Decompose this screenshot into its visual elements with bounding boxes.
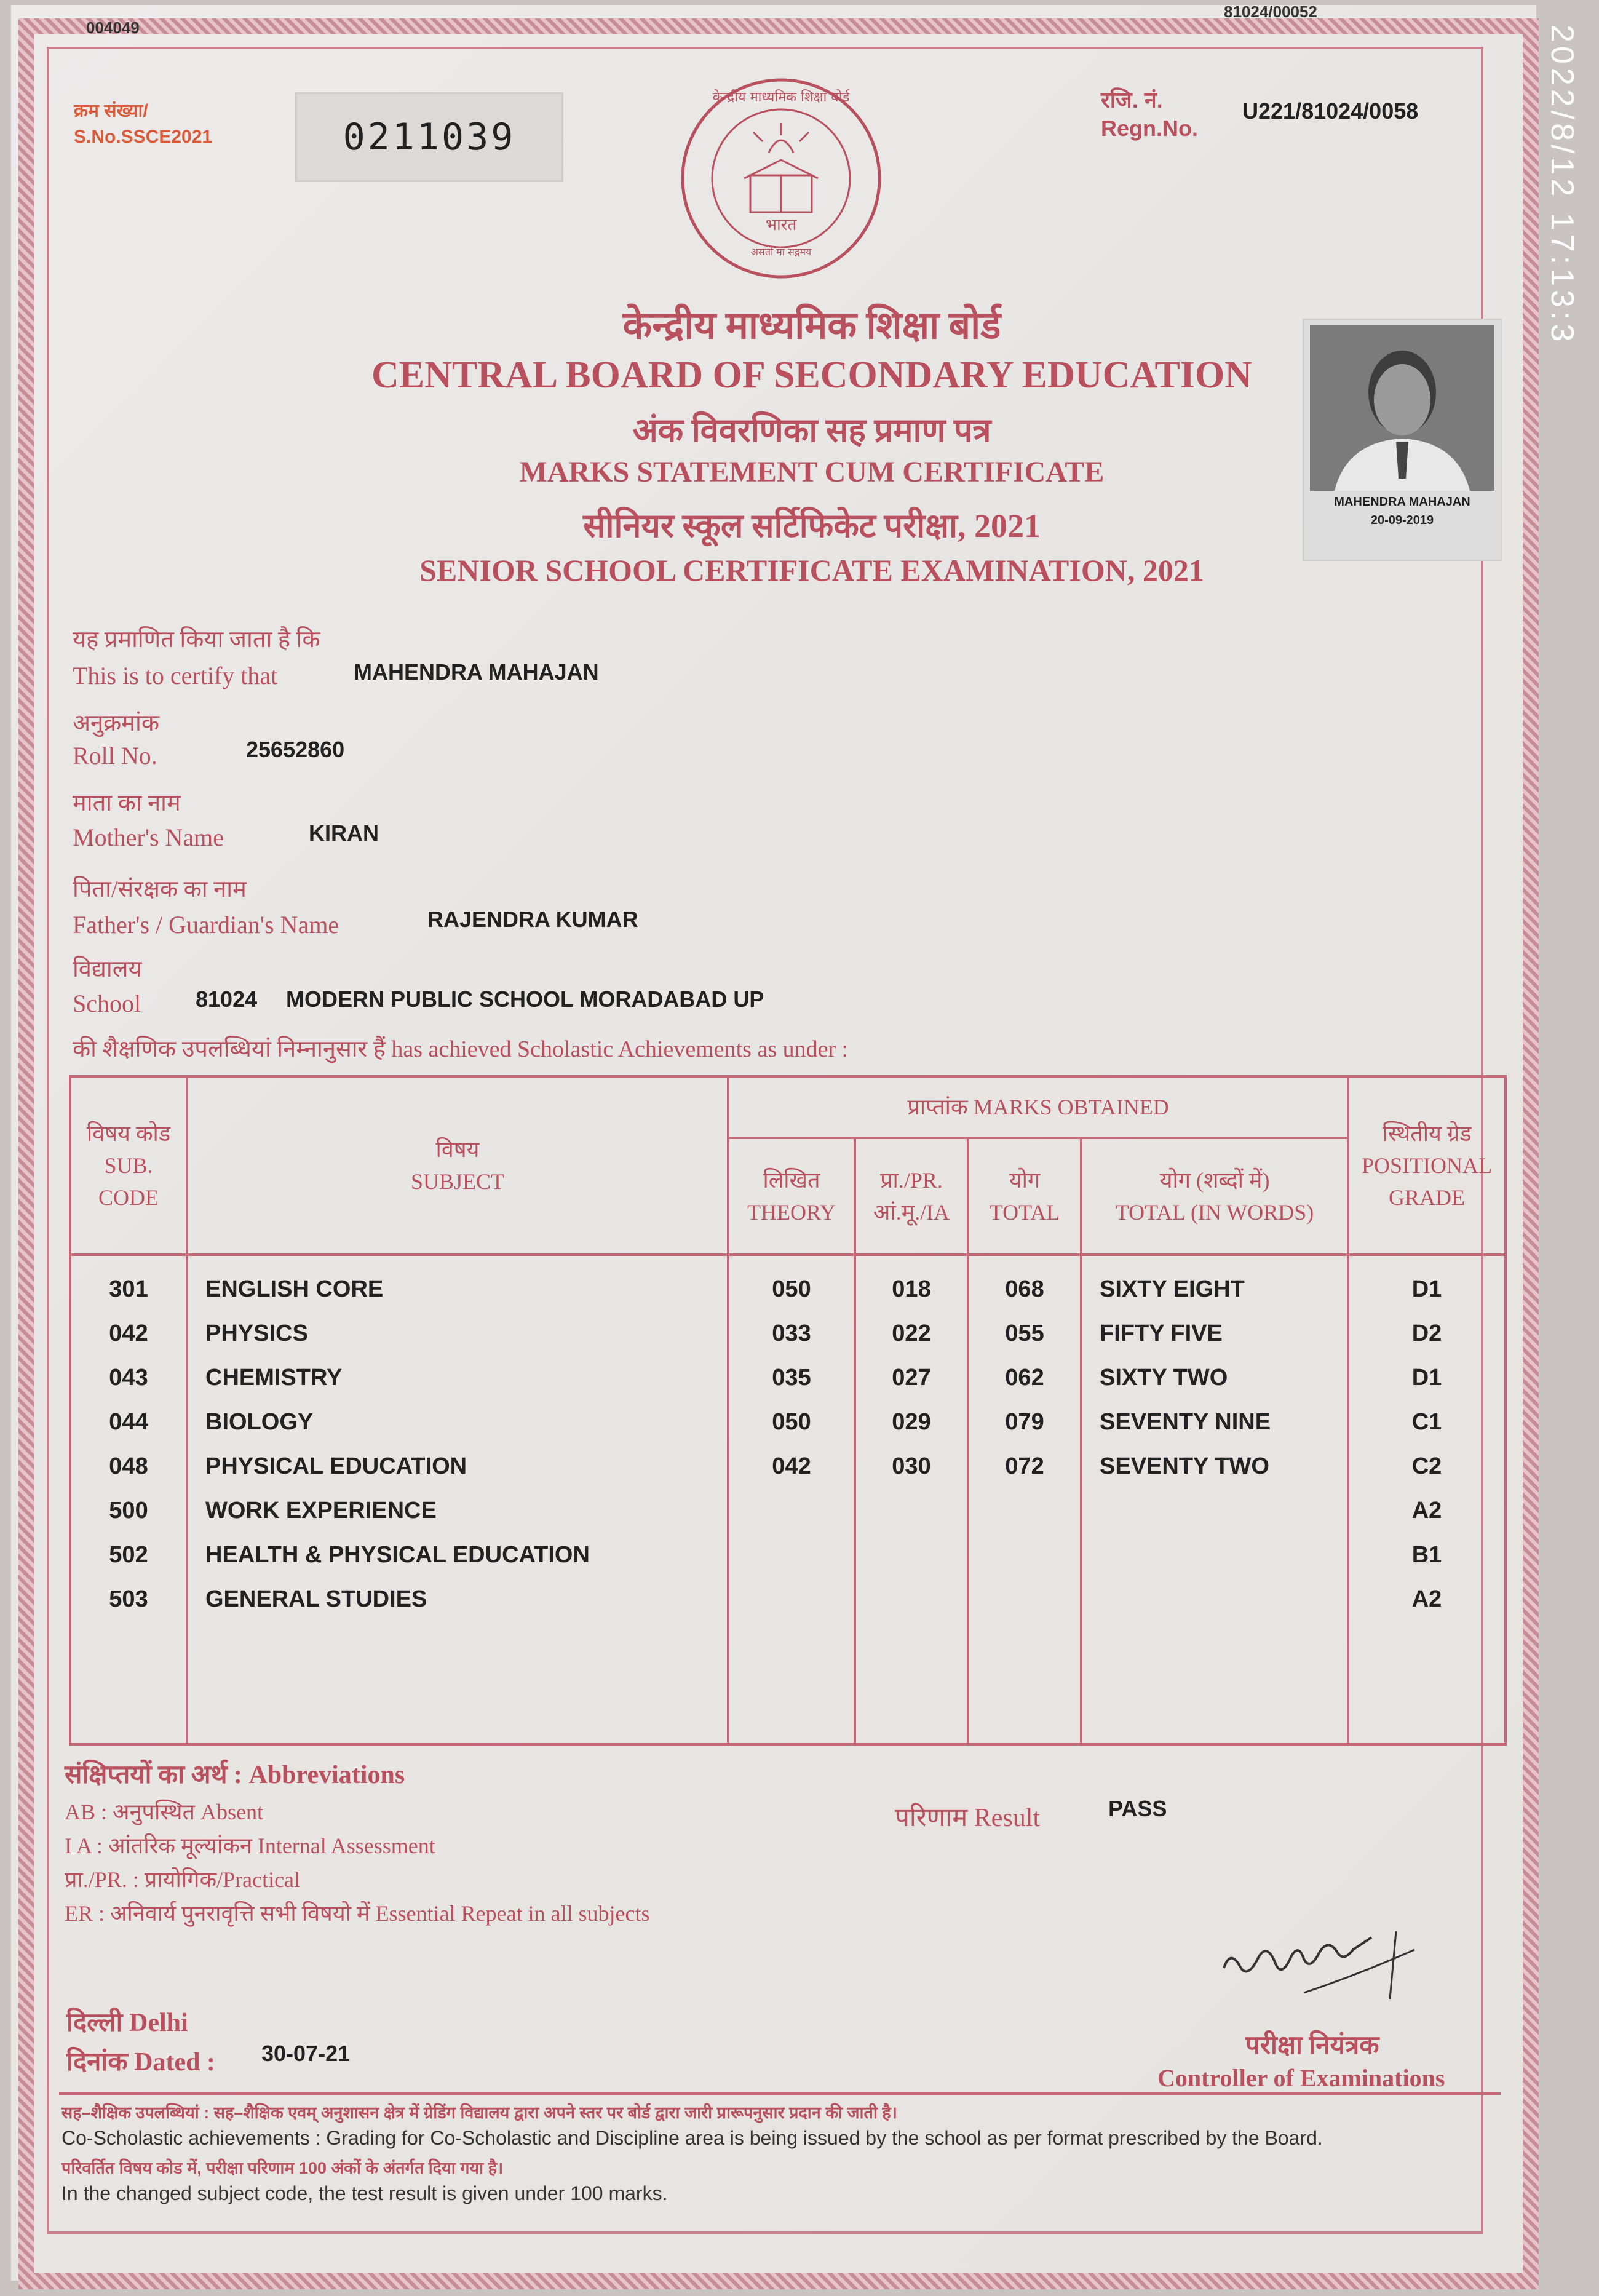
- controller-title-en: Controller of Examinations: [1157, 2064, 1445, 2092]
- total-in-words: FIFTY FIVE: [1100, 1321, 1223, 1346]
- abbreviations-title: [65, 1756, 405, 1791]
- theory-hi: लिखित: [763, 1168, 820, 1193]
- header-theory: [728, 1138, 855, 1255]
- dated-label: [66, 2043, 215, 2078]
- subject-code: 048: [109, 1453, 148, 1479]
- words-column: [1081, 1255, 1348, 1744]
- side-timestamp: [1544, 25, 1587, 517]
- total-en: TOTAL: [989, 1200, 1060, 1225]
- roll-label-hi: अनुक्रमांक: [73, 710, 160, 736]
- mother-name: KIRAN: [309, 820, 379, 846]
- theory-marks: [729, 1488, 854, 1533]
- top-left-code: 004049: [86, 18, 140, 37]
- abbr-title-en: Abbreviations: [248, 1761, 405, 1789]
- header-subject: [187, 1076, 728, 1255]
- regn-label-hi: रजि. नं.: [1101, 87, 1163, 113]
- certify-intro-hi: यह प्रमाणित किया जाता है कि: [73, 627, 320, 653]
- dated-label-en: Dated :: [134, 2048, 215, 2076]
- total-marks: [969, 1577, 1080, 1621]
- result-label-en: Result: [974, 1804, 1041, 1832]
- practical-marks: 027: [892, 1365, 931, 1391]
- place-hi: दिल्ली: [66, 2009, 123, 2037]
- father-label-en: Father's / Guardian's Name: [73, 911, 339, 939]
- theory-marks: [729, 1533, 854, 1577]
- controller-signature: [1212, 1919, 1445, 2005]
- subject-name: CHEMISTRY: [205, 1365, 343, 1391]
- abbr-essential-repeat: ER : अनिवार्य पुनरावृत्ति सभी विषयो में Essential Repeat in all subjects: [65, 1901, 650, 1926]
- pr-ia: आं.मू./IA: [873, 1200, 950, 1225]
- header-practical: [855, 1138, 968, 1255]
- total-in-words: SIXTY EIGHT: [1100, 1276, 1245, 1302]
- subject-name: HEALTH & PHYSICAL EDUCATION: [205, 1542, 590, 1568]
- achievement-line: [73, 1032, 848, 1064]
- positional-grade: C1: [1411, 1409, 1442, 1435]
- subject-column: [187, 1255, 728, 1744]
- result-label: [895, 1799, 1040, 1834]
- subject-code: 503: [109, 1586, 148, 1612]
- positional-grade: A2: [1411, 1586, 1442, 1612]
- photo-caption-name: MAHENDRA MAHAJAN: [1334, 495, 1470, 509]
- pr-hi: प्रा./PR.: [880, 1168, 943, 1193]
- positional-grade: C2: [1411, 1453, 1442, 1479]
- practical-marks: 018: [892, 1276, 931, 1302]
- seal-top-text: केन्द्रीय माध्यमिक शिक्षा बोर्ड: [712, 90, 850, 105]
- seal-bottom-text: असतो मा सद्गमय: [750, 246, 812, 258]
- dated-value: 30-07-21: [261, 2041, 351, 2066]
- practical-marks: [856, 1533, 967, 1577]
- serial-label-en: S.No.SSCE2021: [74, 127, 213, 147]
- subject-code: 500: [109, 1498, 148, 1523]
- code-en1: SUB.: [104, 1153, 153, 1178]
- theory-column: [728, 1255, 855, 1744]
- controller-title-hi: परीक्षा नियंत्रक: [1245, 2032, 1379, 2060]
- mother-label-hi: माता का नाम: [73, 790, 181, 816]
- total-in-words: SEVENTY TWO: [1100, 1453, 1269, 1479]
- footer-line1-en: Co-Scholastic achievements : Grading for Co-Scholastic and Discipline area is being issued by the school as per format prescribed by the Board.: [62, 2127, 1323, 2149]
- subject-name: GENERAL STUDIES: [205, 1586, 427, 1612]
- total-in-words: [1082, 1577, 1347, 1621]
- achieve-en: has achieved Scholastic Achievements as under :: [391, 1036, 849, 1062]
- code-hi: विषय कोड: [86, 1121, 171, 1146]
- total-column: [968, 1255, 1081, 1744]
- subject-code: 043: [109, 1365, 148, 1391]
- theory-marks: 042: [772, 1453, 811, 1479]
- subject-code: 502: [109, 1542, 148, 1568]
- code-column: [70, 1255, 187, 1744]
- school-name: MODERN PUBLIC SCHOOL MORADABAD UP: [286, 987, 764, 1012]
- place: [66, 2004, 188, 2039]
- positional-grade: D2: [1411, 1321, 1442, 1346]
- photo-caption-date: 20-09-2019: [1370, 514, 1434, 527]
- code-en2: CODE: [98, 1185, 159, 1210]
- footer-divider: [59, 2092, 1501, 2095]
- school-code: 81024: [196, 987, 258, 1012]
- grade-column: [1348, 1255, 1506, 1744]
- positional-grade: D1: [1411, 1365, 1442, 1391]
- seal-emblem-icon: [676, 74, 886, 283]
- cbse-seal: [676, 74, 886, 283]
- serial-label: [74, 98, 212, 150]
- school-label-hi: विद्यालय: [73, 956, 142, 982]
- subject-code: 301: [109, 1276, 148, 1302]
- abbr-absent: AB : अनुपस्थित Absent: [65, 1800, 264, 1824]
- total-marks: [969, 1488, 1080, 1533]
- total-in-words: SEVENTY NINE: [1100, 1409, 1271, 1435]
- photo-image: [1310, 325, 1494, 491]
- serial-number: 0211039: [295, 92, 563, 182]
- theory-marks: 035: [772, 1365, 811, 1391]
- father-name: RAJENDRA KUMAR: [427, 907, 638, 932]
- exam-title-en: SENIOR SCHOOL CERTIFICATE EXAMINATION, 2021: [419, 553, 1204, 587]
- marks-hi: प्राप्तांक: [907, 1095, 968, 1119]
- doc-title-hi: अंक विवरणिका सह प्रमाण पत्र: [632, 412, 991, 449]
- grade-en1: POSITIONAL: [1362, 1153, 1493, 1178]
- positional-grade: B1: [1411, 1542, 1442, 1568]
- person-icon: [1310, 325, 1494, 491]
- subject-name: BIOLOGY: [205, 1409, 314, 1435]
- board-title-en: CENTRAL BOARD OF SECONDARY EDUCATION: [371, 354, 1252, 396]
- positional-grade: D1: [1411, 1276, 1442, 1302]
- school-label-en: School: [73, 990, 141, 1017]
- practical-marks: 029: [892, 1409, 931, 1435]
- footer-line2-hi: परिवर्तित विषय कोड में, परीक्षा परिणाम 100 अंकों के अंतर्गत दिया गया है।: [62, 2159, 504, 2177]
- result-label-hi: परिणाम: [895, 1804, 968, 1832]
- practical-marks: [856, 1577, 967, 1621]
- top-right-code: 81024/00052: [1224, 2, 1317, 21]
- abbr-practical: प्रा./PR. : प्रायोगिक/Practical: [65, 1867, 301, 1892]
- certify-intro-en: This is to certify that: [73, 662, 278, 689]
- total-marks: 072: [1005, 1453, 1044, 1479]
- subject-name: PHYSICS: [205, 1321, 308, 1346]
- roll-number: 25652860: [246, 737, 345, 762]
- practical-marks: [856, 1488, 967, 1533]
- result-value: PASS: [1108, 1796, 1167, 1821]
- registration-label: [1101, 86, 1198, 143]
- abbr-ia: I A : आंतरिक मूल्यांकन Internal Assessment: [65, 1833, 435, 1858]
- subject-code: 044: [109, 1409, 148, 1435]
- grade-hi: स्थितीय ग्रेड: [1382, 1121, 1472, 1146]
- father-label-hi: पिता/संरक्षक का नाम: [73, 876, 247, 902]
- mother-label-en: Mother's Name: [73, 824, 224, 851]
- timestamp-text: 2022/8/12 17:13:3: [1544, 25, 1580, 346]
- total-marks: 055: [1005, 1321, 1044, 1346]
- footer-line2-en: In the changed subject code, the test result is given under 100 marks.: [62, 2182, 668, 2204]
- practical-column: [855, 1255, 968, 1744]
- practical-marks: 030: [892, 1453, 931, 1479]
- total-marks: 062: [1005, 1365, 1044, 1391]
- dated-label-hi: दिनांक: [66, 2048, 128, 2076]
- serial-label-hi: क्रम संख्या/: [74, 101, 148, 121]
- subject-en: SUBJECT: [410, 1169, 505, 1194]
- header-sub-code: [70, 1076, 187, 1255]
- seal-mid-text: भारत: [765, 216, 797, 234]
- theory-marks: 050: [772, 1276, 811, 1302]
- marks-table: [69, 1075, 1507, 1746]
- student-photo: [1303, 319, 1502, 561]
- regn-label-en: Regn.No.: [1101, 116, 1198, 141]
- abbr-title-hi: संक्षिप्तयों का अर्थ :: [65, 1761, 243, 1789]
- total-marks: 079: [1005, 1409, 1044, 1435]
- subject-name: ENGLISH CORE: [205, 1276, 384, 1302]
- exam-title-hi: सीनियर स्कूल सर्टिफिकेट परीक्षा, 2021: [583, 507, 1041, 544]
- total-marks: 068: [1005, 1276, 1044, 1302]
- header-marks-obtained: [728, 1076, 1348, 1138]
- theory-marks: 050: [772, 1409, 811, 1435]
- student-name: MAHENDRA MAHAJAN: [354, 659, 599, 685]
- marks-en: MARKS OBTAINED: [973, 1095, 1169, 1119]
- total-in-words: [1082, 1488, 1347, 1533]
- header-grade: [1348, 1076, 1506, 1255]
- subject-name: PHYSICAL EDUCATION: [205, 1453, 467, 1479]
- place-en: Delhi: [129, 2009, 188, 2037]
- theory-marks: 033: [772, 1321, 811, 1346]
- subject-code: 042: [109, 1321, 148, 1346]
- subject-name: WORK EXPERIENCE: [205, 1498, 437, 1523]
- practical-marks: 022: [892, 1321, 931, 1346]
- grade-en2: GRADE: [1389, 1185, 1466, 1210]
- total-hi: योग: [1009, 1168, 1041, 1193]
- board-title-hi: केन्द्रीय माध्यमिक शिक्षा बोर्ड: [622, 305, 1001, 347]
- signature-icon: [1212, 1919, 1445, 2005]
- theory-en: THEORY: [747, 1200, 836, 1225]
- roll-label-en: Roll No.: [73, 742, 157, 769]
- positional-grade: A2: [1411, 1498, 1442, 1523]
- header-total: [968, 1138, 1081, 1255]
- words-hi: योग (शब्दों में): [1159, 1168, 1270, 1193]
- achieve-hi: की शैक्षणिक उपलब्धियां निम्नानुसार हैं: [73, 1036, 386, 1062]
- footer-line1-hi: सह–शैक्षिक उपलब्धियां : सह–शैक्षिक एवम् अनुशासन क्षेत्र में ग्रेडिंग विद्यालय द्वारा अपने स्तर पर बोर्ड द्वारा जारी प्रारूपनुसार प्रदान की जाती है।: [62, 2103, 897, 2122]
- header-total-words: [1081, 1138, 1348, 1255]
- words-en: TOTAL (IN WORDS): [1115, 1200, 1314, 1225]
- total-marks: [969, 1533, 1080, 1577]
- doc-title-en: MARKS STATEMENT CUM CERTIFICATE: [519, 456, 1105, 488]
- subject-hi: विषय: [435, 1137, 480, 1162]
- total-in-words: [1082, 1533, 1347, 1577]
- total-in-words: SIXTY TWO: [1100, 1365, 1228, 1391]
- theory-marks: [729, 1577, 854, 1621]
- registration-number: U221/81024/0058: [1242, 98, 1419, 124]
